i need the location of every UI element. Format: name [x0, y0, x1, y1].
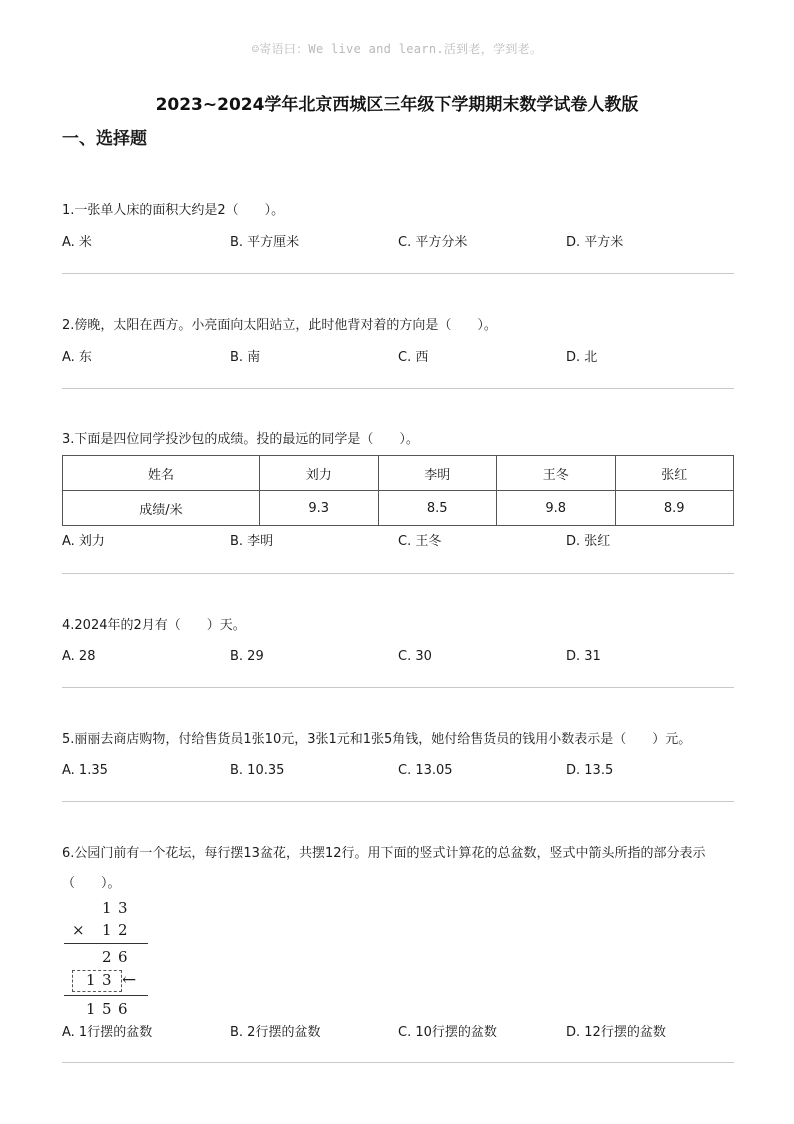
question-2-option-c[interactable]: C. 西: [398, 350, 429, 365]
question-5-option-a[interactable]: A. 1.35: [62, 763, 108, 778]
calc-rule: [64, 943, 148, 944]
calc-digit: 1: [86, 1000, 96, 1018]
question-6-option-d[interactable]: D. 12行摆的盆数: [566, 1025, 666, 1040]
divider: [62, 388, 734, 389]
table-cell: 刘力: [260, 456, 379, 491]
question-1-option-a[interactable]: A. 米: [62, 235, 92, 250]
section-title: 一、选择题: [62, 129, 147, 149]
question-5-option-c[interactable]: C. 13.05: [398, 763, 453, 778]
question-1-stem: 1.一张单人床的面积大约是2（ ）。: [62, 203, 285, 218]
question-2-stem: 2.傍晚，太阳在西方。小亮面向太阳站立，此时他背对着的方向是（ ）。: [62, 318, 497, 333]
table-header-row: [63, 456, 734, 491]
question-1-option-c[interactable]: C. 平方分米: [398, 235, 468, 250]
question-3-option-c[interactable]: C. 王冬: [398, 534, 442, 549]
question-4-option-b[interactable]: B. 29: [230, 649, 264, 664]
question-4-option-c[interactable]: C. 30: [398, 649, 432, 664]
table-cell: 9.3: [260, 491, 379, 526]
table-cell: 姓名: [63, 456, 260, 491]
table-row: [63, 491, 734, 526]
question-3-option-d[interactable]: D. 张红: [566, 534, 611, 549]
divider: [62, 801, 734, 802]
question-1-option-d[interactable]: D. 平方米: [566, 235, 624, 250]
question-2-option-d[interactable]: D. 北: [566, 350, 598, 365]
table-cell: 8.5: [378, 491, 497, 526]
table-cell: 张红: [615, 456, 734, 491]
question-4-stem: 4.2024年的2月有（ ）天。: [62, 618, 246, 633]
calc-digit: 1: [102, 899, 112, 917]
calc-digit: 1: [102, 921, 112, 939]
divider: [62, 1062, 734, 1063]
question-3-stem: 3.下面是四位同学投沙包的成绩。投的最远的同学是（ ）。: [62, 432, 419, 447]
header-motto: ☺寄语曰：We live and learn.活到老，学到老。: [251, 42, 543, 56]
document-title: 2023~2024学年北京西城区三年级下学期期末数学试卷人教版: [155, 95, 639, 115]
calc-digit: 3: [102, 971, 112, 989]
divider: [62, 273, 734, 274]
question-5-stem: 5.丽丽去商店购物，付给售货员1张10元，3张1元和1张5角钱，她付给售货员的钱用小数表示是（ ）元。: [62, 732, 692, 747]
question-2-option-b[interactable]: B. 南: [230, 350, 261, 365]
calc-digit: 2: [118, 921, 128, 939]
question-2-option-a[interactable]: A. 东: [62, 350, 92, 365]
calc-digit: 6: [118, 1000, 128, 1018]
table-cell: 成绩/米: [63, 491, 260, 526]
calc-digit: 3: [118, 899, 128, 917]
question-1-option-b[interactable]: B. 平方厘米: [230, 235, 300, 250]
question-6-option-c[interactable]: C. 10行摆的盆数: [398, 1025, 497, 1040]
table-cell: 8.9: [615, 491, 734, 526]
score-table: [62, 455, 734, 526]
question-6-stem: 6.公园门前有一个花坛，每行摆13盆花，共摆12行。用下面的竖式计算花的总盆数，竖式中箭头所指的部分表示（ ）。: [62, 846, 706, 891]
question-5-option-b[interactable]: B. 10.35: [230, 763, 285, 778]
question-6-option-b[interactable]: B. 2行摆的盆数: [230, 1025, 321, 1040]
table-cell: 李明: [378, 456, 497, 491]
calc-digit: 5: [102, 1000, 112, 1018]
question-3-option-a[interactable]: A. 刘力: [62, 534, 105, 549]
calc-digit: 2: [102, 948, 112, 966]
arrow-left-icon: ←: [122, 970, 137, 990]
question-4-option-d[interactable]: D. 31: [566, 649, 601, 664]
calc-rule: [64, 995, 148, 996]
table-cell: 9.8: [497, 491, 616, 526]
calc-digit: 1: [86, 971, 96, 989]
question-5-option-d[interactable]: D. 13.5: [566, 763, 614, 778]
calc-digit: 6: [118, 948, 128, 966]
question-4-option-a[interactable]: A. 28: [62, 649, 96, 664]
table-cell: 王冬: [497, 456, 616, 491]
divider: [62, 573, 734, 574]
question-3-option-b[interactable]: B. 李明: [230, 534, 274, 549]
divider: [62, 687, 734, 688]
times-sign: ×: [72, 921, 85, 939]
question-6-option-a[interactable]: A. 1行摆的盆数: [62, 1025, 153, 1040]
dashed-highlight-box: [72, 970, 122, 992]
